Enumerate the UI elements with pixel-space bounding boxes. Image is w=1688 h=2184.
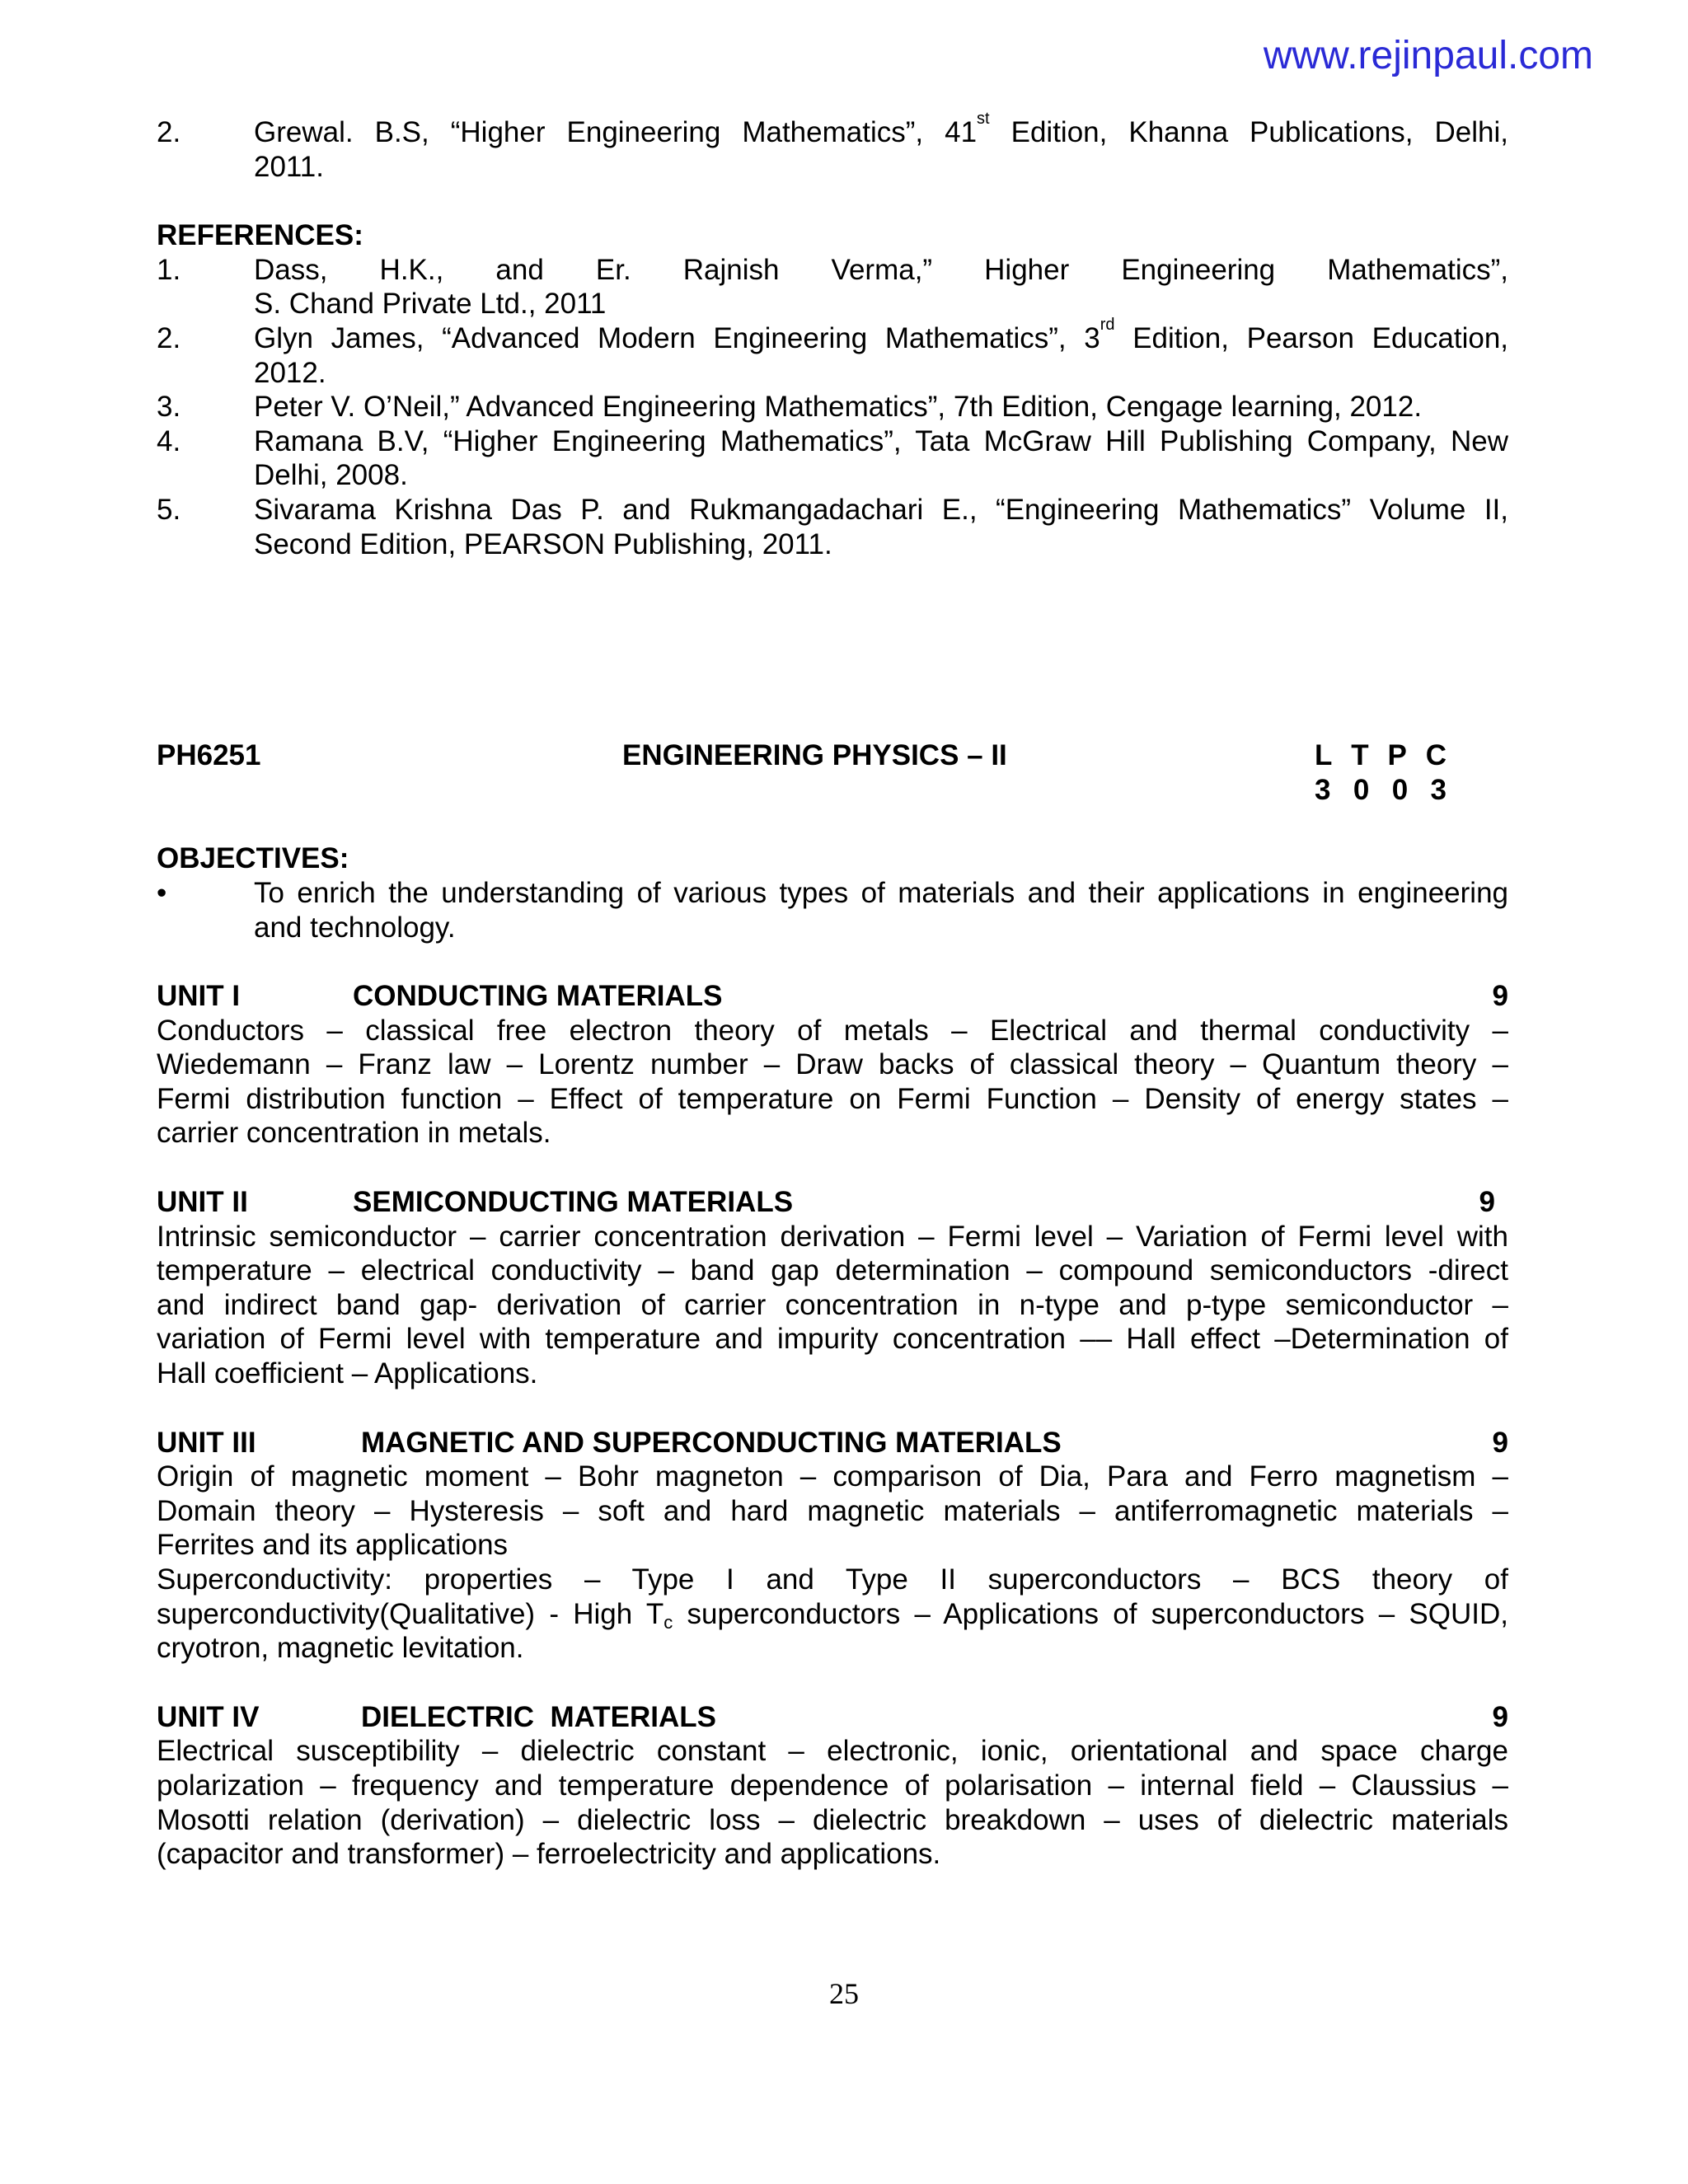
course-code: PH6251: [157, 739, 261, 772]
syllabus-line: and indirect band gap- derivation of carrier concentration in n-type and p-type semiconductor –: [157, 1288, 1508, 1321]
reference-item: [157, 424, 1508, 493]
item-body: [254, 315, 1509, 390]
syllabus-line: polarization – frequency and temperature dependence of polarisation – internal field – Claussius –: [157, 1769, 1508, 1802]
unit-heading: [157, 1185, 1508, 1220]
item-line: 2012.: [254, 356, 326, 389]
ltpc-labels: [1315, 738, 1447, 773]
item-number: 2.: [157, 321, 181, 354]
objectives-heading: OBJECTIVES:: [157, 842, 349, 875]
item-line: S. Chand Private Ltd., 2011: [254, 288, 607, 321]
syllabus-line: carrier concentration in metals.: [157, 1117, 551, 1150]
item-superscript: st: [977, 110, 990, 128]
ltpc-value: 3: [1315, 773, 1331, 806]
item-body: [254, 110, 1508, 184]
syllabus-text: superconductors – Applications of superconductors – SQUID,: [673, 1597, 1508, 1630]
item-line: Delhi, 2008.: [254, 459, 408, 492]
syllabus-line: temperature – electrical conductivity – band gap determination – compound semiconductors -direct: [157, 1254, 1508, 1287]
watermark-link[interactable]: www.rejinpaul.com: [1263, 34, 1593, 77]
reference-item: [157, 493, 1508, 561]
ltpc-label: P: [1387, 739, 1407, 772]
item-body: [254, 253, 1508, 321]
page-number: 25: [829, 1977, 859, 2010]
item-superscript: rd: [1100, 315, 1115, 334]
item-text: Edition, Pearson Education,: [1114, 321, 1509, 354]
item-number: 1.: [157, 253, 181, 286]
syllabus-text: superconductivity(Qualitative) - High T: [157, 1597, 664, 1630]
syllabus-line: [157, 1597, 1508, 1632]
item-line: Dass, H.K., and Er. Rajnish Verma,” Higher Engineering Mathematics”,: [254, 253, 1508, 286]
unit-syllabus: [157, 1014, 1508, 1151]
unit-hours: 9: [1492, 1700, 1508, 1733]
ltpc-values: [1315, 773, 1447, 808]
syllabus-line: Conductors – classical free electron theory of metals – Electrical and thermal conductivity –: [157, 1014, 1508, 1047]
unit-syllabus: [157, 1220, 1508, 1391]
syllabus-line: Electrical susceptibility – dielectric constant – electronic, ionic, orientational and space charge: [157, 1735, 1508, 1768]
syllabus-line: Ferrites and its applications: [157, 1529, 509, 1562]
reference-item: [157, 390, 1508, 424]
syllabus-line: Fermi distribution function – Effect of temperature on Fermi Function – Density of energy states –: [157, 1082, 1508, 1115]
item-body: [254, 390, 1508, 424]
ltpc-value: 0: [1391, 773, 1409, 806]
item-body: [254, 493, 1508, 561]
item-line: [254, 315, 1509, 356]
references-heading: REFERENCES:: [157, 219, 363, 252]
item-text: Grewal. B.S, “Higher Engineering Mathematics”, 41: [254, 116, 978, 148]
syllabus-line: Domain theory – Hysteresis – soft and hard magnetic materials – antiferromagnetic materials –: [157, 1494, 1508, 1527]
unit-syllabus: [157, 1460, 1508, 1666]
syllabus-line: Origin of magnetic moment – Bohr magneton – comparison of Dia, Para and Ferro magnetism –: [157, 1460, 1508, 1493]
syllabus-line: Hall coefficient – Applications.: [157, 1357, 538, 1390]
course-title: ENGINEERING PHYSICS – II: [622, 739, 1007, 772]
item-line: Second Edition, PEARSON Publishing, 2011.: [254, 527, 832, 560]
item-text: Edition, Khanna Publications, Delhi,: [989, 116, 1508, 148]
bullet-icon: •: [157, 876, 167, 909]
reference-item: [157, 253, 1508, 321]
unit-number: UNIT IV: [157, 1700, 260, 1733]
objective-body: [254, 876, 1508, 944]
unit-heading: [157, 1426, 1508, 1460]
ltpc-label: C: [1425, 739, 1447, 772]
item-line: Peter V. O’Neil,” Advanced Engineering Mathematics”, 7th Edition, Cengage learning, 2012.: [254, 391, 1423, 424]
ltpc-block: [1315, 738, 1447, 807]
syllabus-line: Wiedemann – Franz law – Lorentz number – Draw backs of classical theory – Quantum theory –: [157, 1048, 1508, 1081]
item-line: Ramana B.V, “Higher Engineering Mathematics”, Tata McGraw Hill Publishing Company, New: [254, 424, 1508, 457]
item-number: 2.: [157, 116, 181, 148]
ltpc-label: T: [1351, 739, 1369, 772]
unit-number: UNIT I: [157, 980, 241, 1013]
objective-line: To enrich the understanding of various types of materials and their applications in engineering: [254, 876, 1508, 909]
item-body: [254, 424, 1508, 493]
page-content: [157, 110, 1509, 1872]
syllabus-line: Mosotti relation (derivation) – dielectric loss – dielectric breakdown – uses of dielectric materials: [157, 1803, 1508, 1836]
syllabus-line: variation of Fermi level with temperature and impurity concentration –– Hall effect –Determination of: [157, 1323, 1508, 1356]
unit-number: UNIT III: [157, 1426, 256, 1459]
item-number: 3.: [157, 391, 181, 424]
course-header: [157, 738, 1508, 807]
unit-title: SEMICONDUCTING MATERIALS: [353, 1186, 794, 1219]
objective-item: [157, 876, 1508, 944]
unit-heading: [157, 1700, 1508, 1735]
item-text: Glyn James, “Advanced Modern Engineering Mathematics”, 3: [254, 321, 1100, 354]
unit-title: MAGNETIC AND SUPERCONDUCTING MATERIALS: [361, 1426, 1062, 1459]
item-line: [254, 110, 1508, 150]
objective-line: and technology.: [254, 911, 456, 944]
item-line: 2011.: [254, 150, 324, 183]
unit-hours: 9: [1479, 1186, 1495, 1219]
syllabus-line: Superconductivity: properties – Type I and Type II superconductors – BCS theory of: [157, 1563, 1508, 1596]
unit-hours: 9: [1492, 1426, 1508, 1459]
syllabus-line: (capacitor and transformer) – ferroelectricity and applications.: [157, 1838, 941, 1871]
item-line: Sivarama Krishna Das P. and Rukmangadachari E., “Engineering Mathematics” Volume II,: [254, 493, 1508, 526]
textbook-item: [157, 110, 1508, 184]
unit-title: DIELECTRIC MATERIALS: [361, 1700, 717, 1733]
unit-title: CONDUCTING MATERIALS: [353, 980, 723, 1013]
ltpc-value: 3: [1430, 773, 1447, 806]
syllabus-subscript: c: [663, 1611, 673, 1633]
unit-hours: 9: [1492, 980, 1508, 1013]
unit-number: UNIT II: [157, 1186, 248, 1219]
ltpc-label: L: [1315, 739, 1333, 772]
ltpc-value: 0: [1353, 773, 1370, 806]
syllabus-line: cryotron, magnetic levitation.: [157, 1632, 524, 1665]
item-number: 5.: [157, 493, 181, 526]
unit-syllabus: [157, 1734, 1508, 1871]
syllabus-line: Intrinsic semiconductor – carrier concentration derivation – Fermi level – Variation of Fermi level with: [157, 1220, 1508, 1253]
unit-heading: [157, 979, 1508, 1014]
item-number: 4.: [157, 424, 181, 457]
reference-item: [157, 315, 1509, 390]
